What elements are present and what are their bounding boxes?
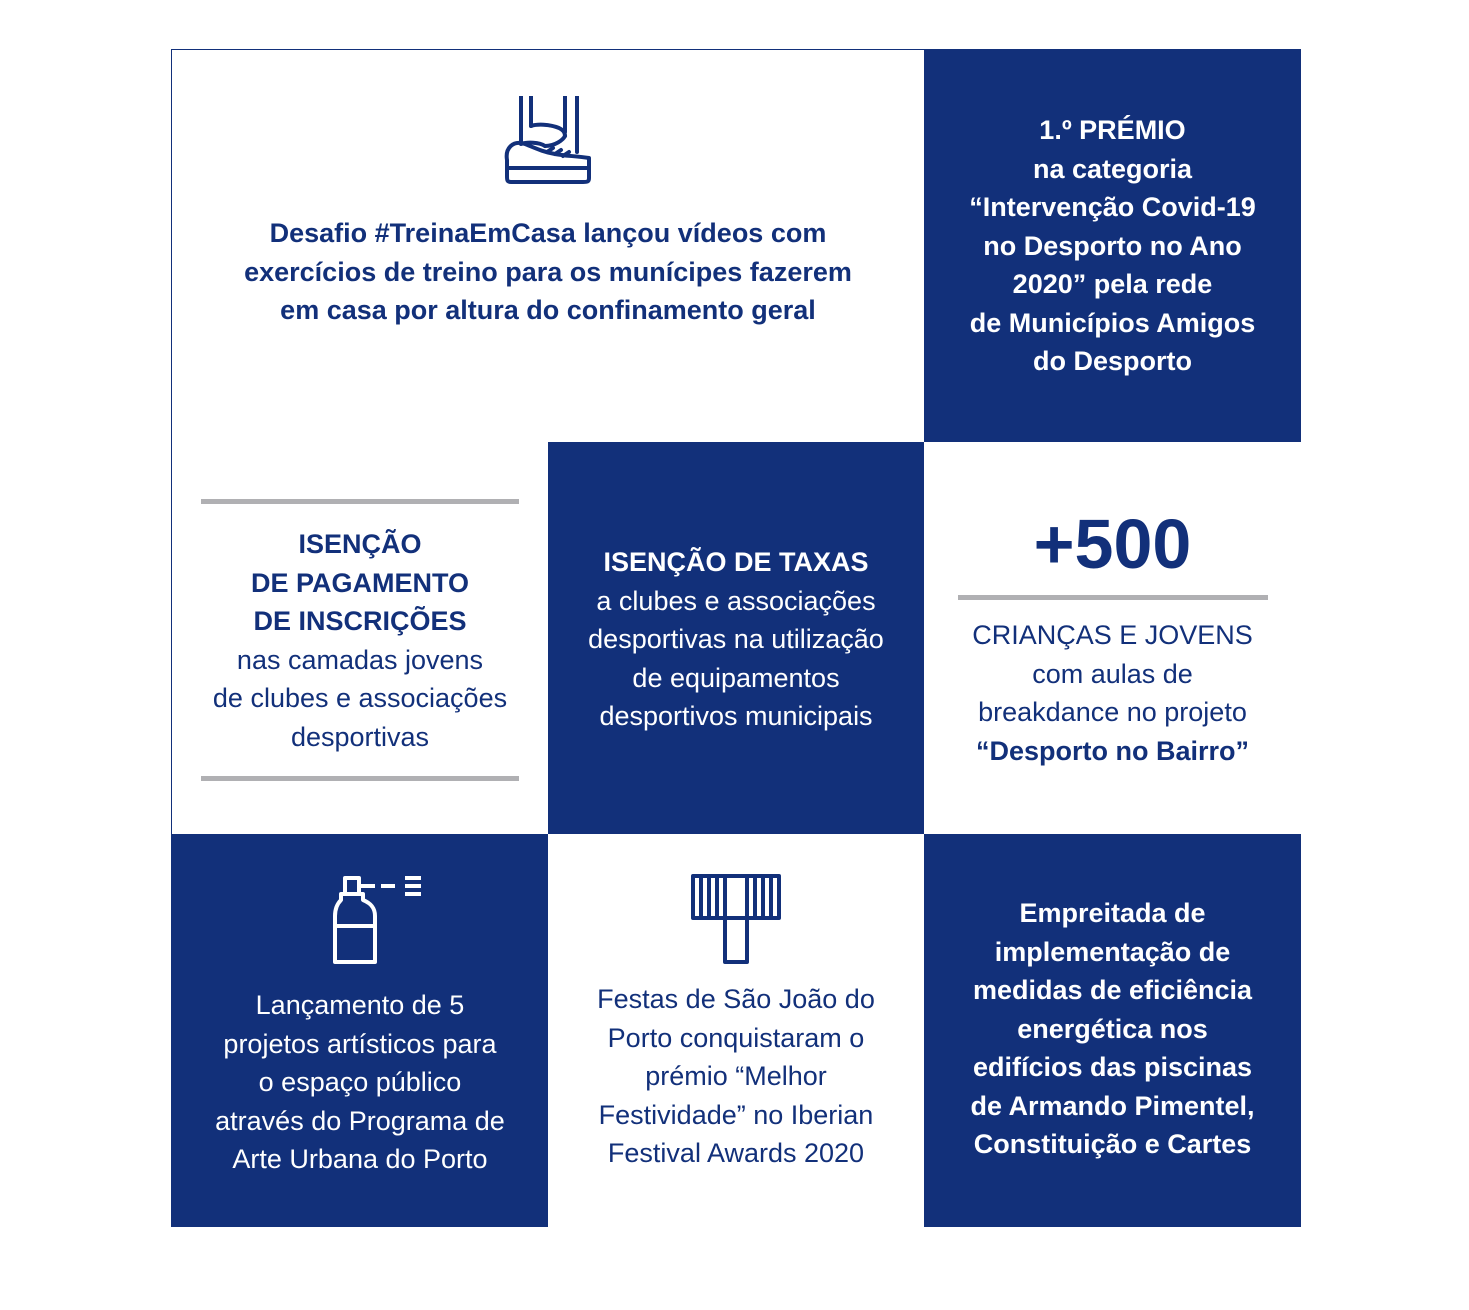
inscricoes-heading-1: ISENÇÃO	[298, 529, 422, 559]
eficiencia-energetica-card	[924, 834, 1301, 1227]
inscricoes-body-1: nas camadas jovens	[236, 644, 484, 675]
inscricoes-heading-3: DE INSCRIÇÕES	[253, 606, 467, 636]
infographic-grid	[171, 49, 1301, 1227]
stat-body-2: breakdance no projeto	[978, 697, 1247, 727]
divider-bottom	[201, 776, 519, 781]
premio-line-6: de Municípios Amigos	[969, 307, 1256, 338]
saojoao-line-2: Porto conquistaram o	[607, 1022, 865, 1053]
taxas-heading: ISENÇÃO DE TAXAS	[603, 547, 869, 577]
treina-line-2: exercícios de treino para os munícipes fazerem	[244, 256, 852, 287]
isencao-taxas-card	[548, 442, 924, 834]
taxas-body-4: desportivos municipais	[599, 701, 873, 731]
stat-subtitle: CRIANÇAS E JOVENS	[972, 620, 1253, 650]
premio-line-2: na categoria	[1032, 153, 1193, 184]
eficiencia-line-5: edifícios das piscinas	[972, 1052, 1253, 1082]
premio-line-4: no Desporto no Ano	[983, 230, 1242, 261]
taxas-body-1: a clubes e associações	[596, 585, 876, 616]
taxas-body-3: de equipamentos	[632, 662, 840, 693]
taxas-body-2: desportivas na utilização	[588, 624, 884, 654]
sneaker-feet-icon	[503, 96, 593, 184]
arte-line-2: projetos artísticos para	[223, 1028, 497, 1059]
inscricoes-body-3: desportivas	[290, 721, 430, 752]
arte-urbana-card	[172, 834, 548, 1227]
saojoao-line-3: prémio “Melhor	[645, 1061, 827, 1091]
eficiencia-line-7: Constituição e Cartes	[973, 1129, 1252, 1159]
stat-number: +500	[1033, 505, 1192, 583]
eficiencia-line-4: energética nos	[1017, 1013, 1208, 1044]
premio-line-1: 1.º PRÉMIO	[1039, 115, 1186, 145]
stat-project: “Desporto no Bairro”	[975, 735, 1250, 766]
trophy-icon	[691, 874, 781, 964]
eficiencia-line-2: implementação de	[994, 936, 1231, 967]
eficiencia-line-3: medidas de eficiência	[972, 975, 1253, 1005]
premio-card	[924, 50, 1301, 442]
premio-line-3: “Intervenção Covid-19	[969, 192, 1256, 222]
eficiencia-line-6: de Armando Pimentel,	[970, 1090, 1255, 1121]
arte-line-3: o espaço público	[258, 1067, 462, 1097]
isencao-inscricoes-card	[172, 442, 548, 834]
inscricoes-body-2: de clubes e associações	[212, 683, 508, 713]
arte-line-1: Lançamento de 5	[255, 990, 465, 1020]
saojoao-line-1: Festas de São João do	[597, 984, 875, 1014]
premio-line-5: 2020” pela rede	[1012, 269, 1213, 299]
criancas-jovens-card	[924, 442, 1301, 834]
saojoao-line-4: Festividade” no Iberian	[598, 1099, 874, 1130]
stat-body-1: com aulas de	[1032, 658, 1193, 689]
spray-can-icon	[333, 876, 427, 966]
divider-top	[201, 499, 519, 504]
treina-em-casa-card	[172, 50, 924, 442]
saojoao-line-5: Festival Awards 2020	[607, 1138, 865, 1168]
stat-divider	[958, 595, 1268, 600]
arte-line-5: Arte Urbana do Porto	[232, 1144, 488, 1174]
sao-joao-card	[548, 834, 924, 1227]
eficiencia-line-1: Empreitada de	[1019, 898, 1206, 928]
treina-line-3: em casa por altura do confinamento geral	[280, 295, 816, 325]
treina-line-1: Desafio #TreinaEmCasa lançou vídeos com	[269, 218, 827, 248]
inscricoes-heading-2: DE PAGAMENTO	[250, 567, 470, 598]
arte-line-4: através do Programa de	[215, 1105, 505, 1136]
premio-line-7: do Desporto	[1033, 346, 1192, 376]
